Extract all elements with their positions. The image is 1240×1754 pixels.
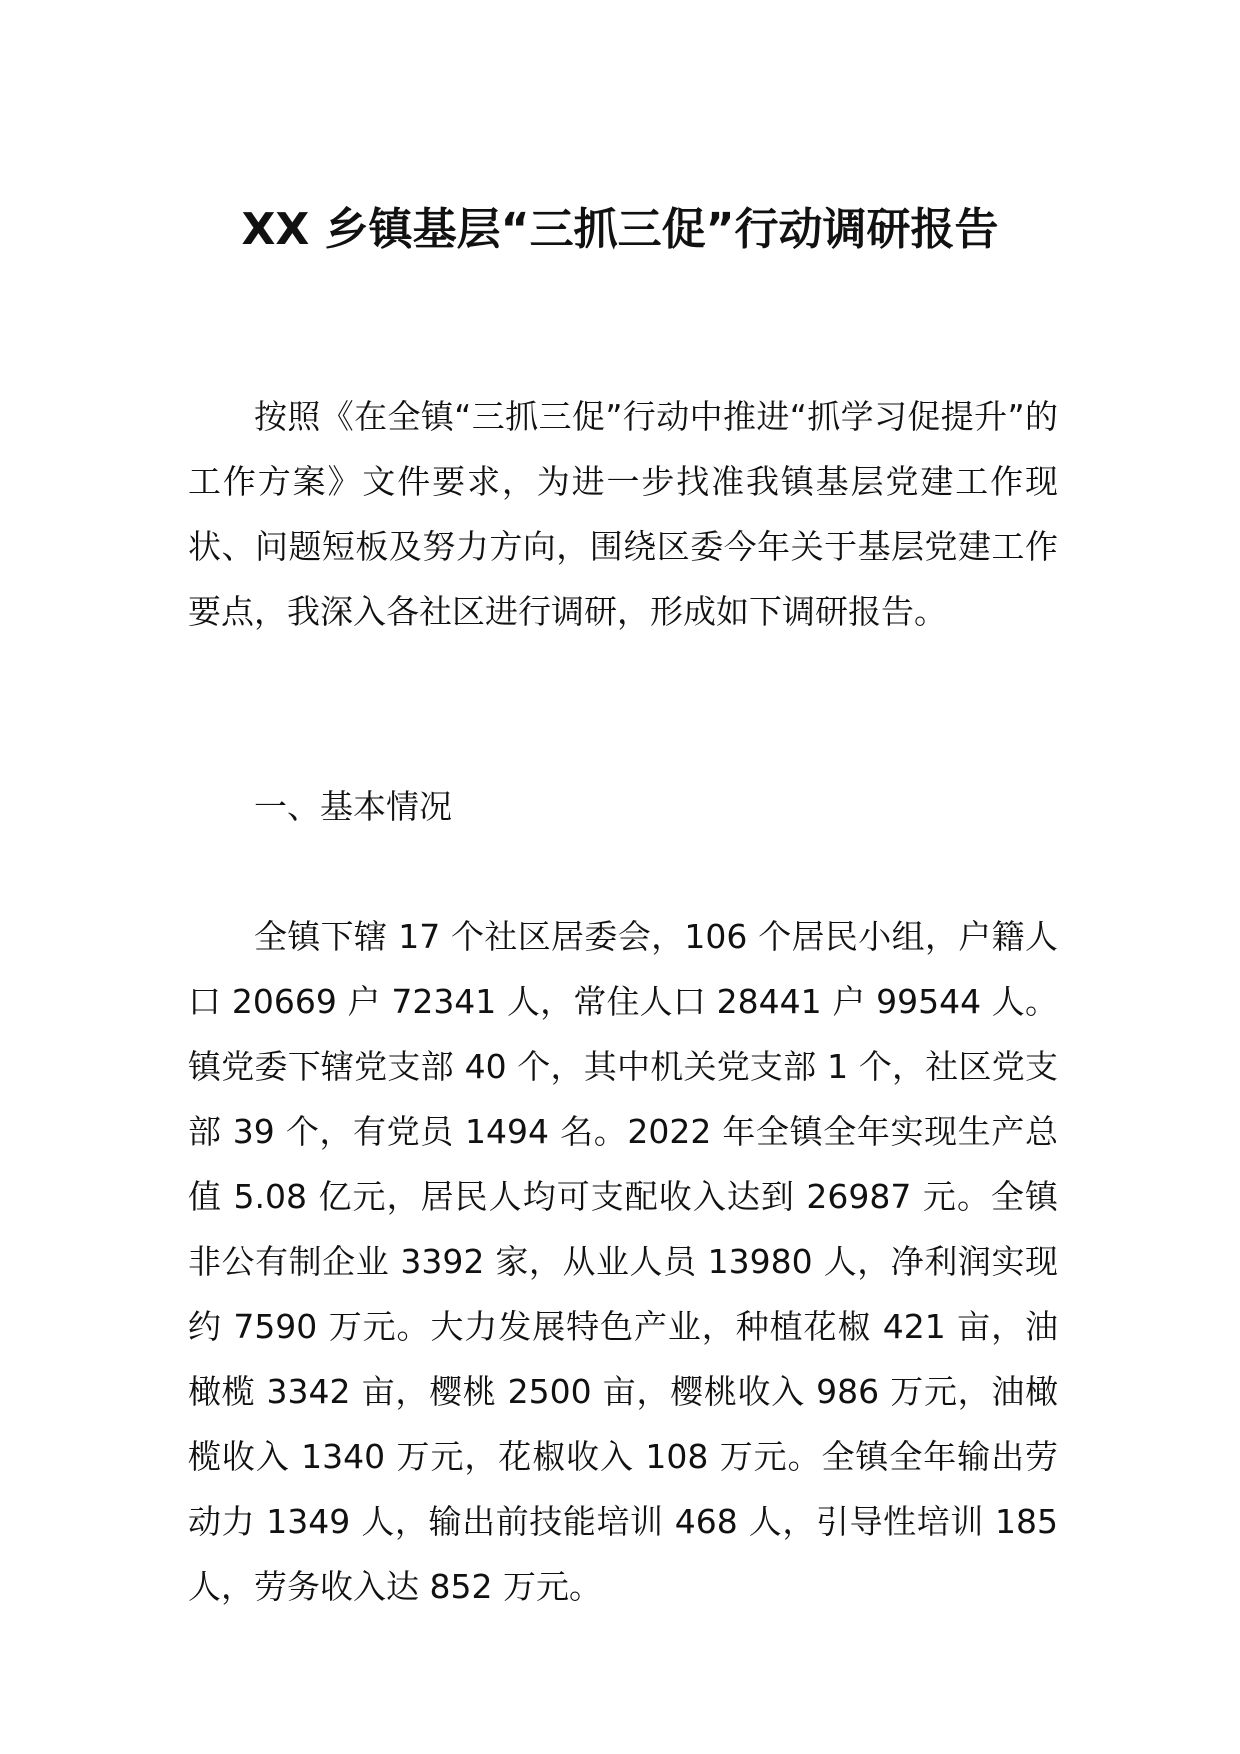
basic-situation-paragraph: 全镇下辖 17 个社区居委会，106 个居民小组，户籍人口 20669 户 72341 人，常住人口 28441 户 99544 人。镇党委下辖党支部 40 个，其中机关党支部 1 个，社区党支部 39 个，有党员 1494 名。2022 年全镇全年实现生产总值 5.08 亿元，居民人均可支配收入达到 26987 元。全镇非公有制企业 3392 家，从业人员 13980 人，净利润实现约 7590 万元。大力发展特色产业，种植花椒 421 亩，油橄榄 3342 亩，樱桃 2500 亩，樱桃收入 986 万元，油橄榄收入 1340 万元，花椒收入 108 万元。全镇全年输出劳动力 1349 人，输出前技能培训 468 人，引导性培训 185 人，劳务收入达 852 万元。 (188, 917, 1058, 1606)
intro-paragraph: 按照《在全镇“三抓三促”行动中推进“抓学习促提升”的工作方案》文件要求，为进一步找准我镇基层党建工作现状、问题短板及努力方向，围绕区委今年关于基层党建工作要点，我深入各社区进行调研，形成如下调研报告。 (188, 397, 1058, 631)
document-title: XX 乡镇基层“三抓三促”行动调研报告 (241, 204, 999, 255)
section-heading-basic-situation: 一、基本情况 (254, 787, 452, 826)
